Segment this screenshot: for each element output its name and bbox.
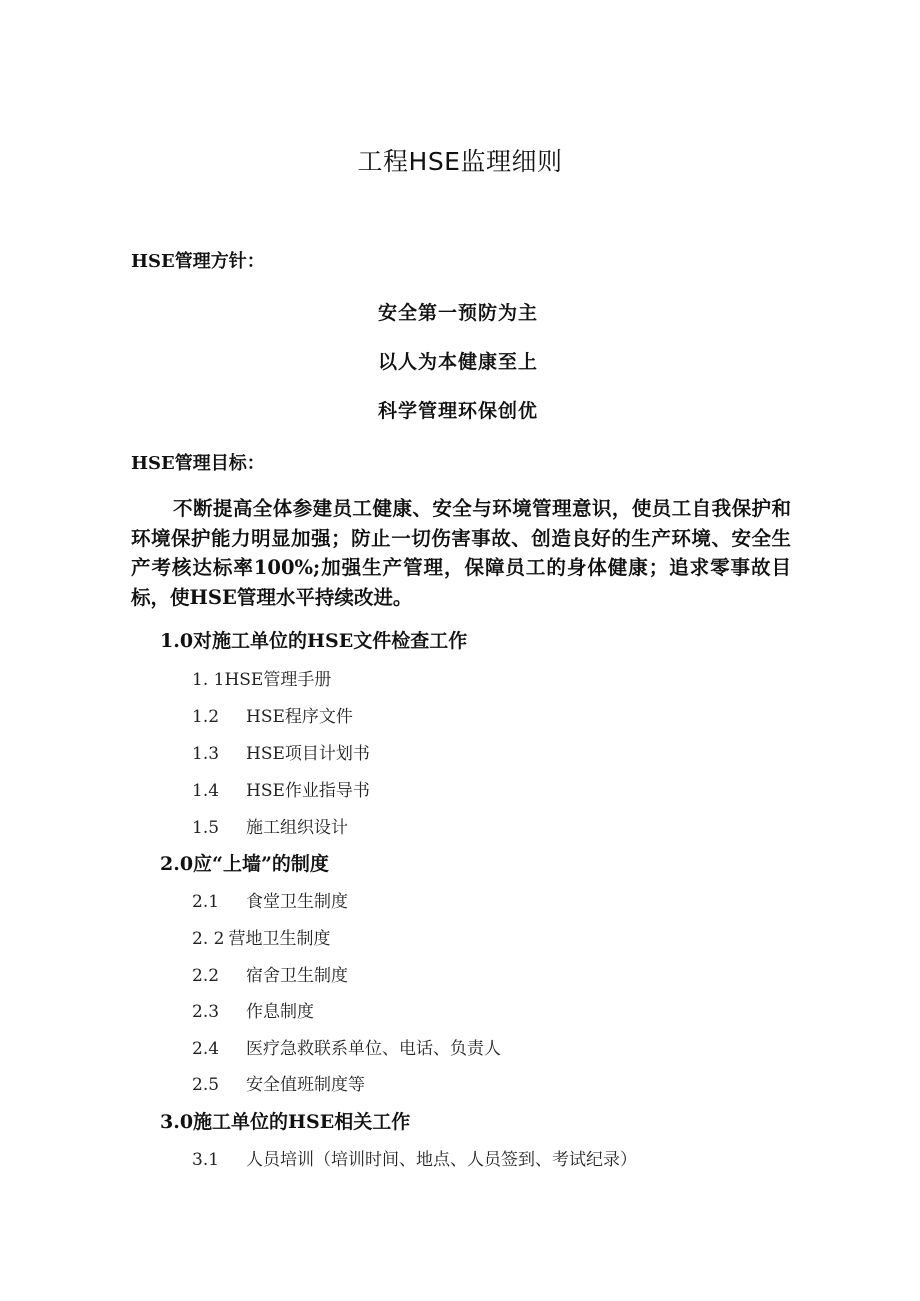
item-text: HSE管理手册 — [224, 670, 332, 690]
list-item — [192, 887, 348, 912]
item-text: 食堂卫生制度 — [246, 892, 348, 912]
item-text: 宿舍卫生制度 — [246, 966, 348, 986]
item-text: HSE项目计划书 — [246, 744, 370, 764]
section-heading: 1.0对施工单位的HSE文件检查工作 — [160, 630, 468, 652]
policy-line: 以人为本健康至上 — [378, 351, 539, 373]
list-item — [192, 776, 370, 801]
policy-line: 科学管理环保创优 — [378, 400, 539, 422]
document-title: 工程HSE监理细则 — [357, 147, 563, 176]
list-item — [192, 1034, 501, 1059]
list-item — [192, 1145, 637, 1170]
target-label: HSE管理目标： — [131, 453, 265, 474]
item-number: 1.3 — [192, 744, 220, 764]
list-item — [192, 961, 348, 986]
target-paragraph — [131, 494, 791, 612]
item-number: 2. 2 — [192, 929, 225, 949]
item-number: 2.1 — [192, 892, 220, 912]
item-text: 施工组织设计 — [246, 818, 348, 838]
item-number: 3.1 — [192, 1150, 220, 1170]
item-number: 1.5 — [192, 818, 220, 838]
item-text: 安全值班制度等 — [246, 1075, 365, 1095]
item-text: 作息制度 — [246, 1002, 314, 1022]
item-text: HSE作业指导书 — [246, 781, 370, 801]
policy-line: 安全第一预防为主 — [378, 302, 539, 324]
item-number: 1.4 — [192, 781, 220, 801]
item-text: 营地卫生制度 — [228, 929, 331, 949]
item-number: 1. 1 — [192, 670, 225, 690]
policy-label: HSE管理方针： — [131, 251, 265, 272]
item-text: 人员培训（培训时间、地点、人员签到、考试纪录） — [246, 1150, 637, 1170]
list-item — [192, 924, 330, 949]
item-text: 医疗急救联系单位、电话、负责人 — [246, 1039, 501, 1059]
section-heading: 2.0应“上墙”的制度 — [160, 853, 329, 875]
item-number: 2.3 — [192, 1002, 220, 1022]
item-number: 1.2 — [192, 707, 220, 727]
list-item — [192, 665, 331, 690]
item-number: 2.4 — [192, 1039, 220, 1059]
section-heading: 3.0施工单位的HSE相关工作 — [160, 1111, 411, 1133]
list-item — [192, 997, 314, 1022]
list-item — [192, 739, 370, 764]
list-item — [192, 813, 348, 838]
list-item — [192, 702, 353, 727]
target-paragraph-text: 不断提高全体参建员工健康、安全与环境管理意识，使员工自我保护和环境保护能力明显加强；防止一切伤害事故、创造良好的生产环境、安全生产考核达标率100%;加强生产管理，保障员工的身体健康；追求零事故目标，使HSE管理水平持续改进。 — [131, 497, 791, 609]
item-number: 2.2 — [192, 966, 220, 986]
item-number: 2.5 — [192, 1075, 220, 1095]
list-item — [192, 1070, 365, 1095]
item-text: HSE程序文件 — [246, 707, 353, 727]
